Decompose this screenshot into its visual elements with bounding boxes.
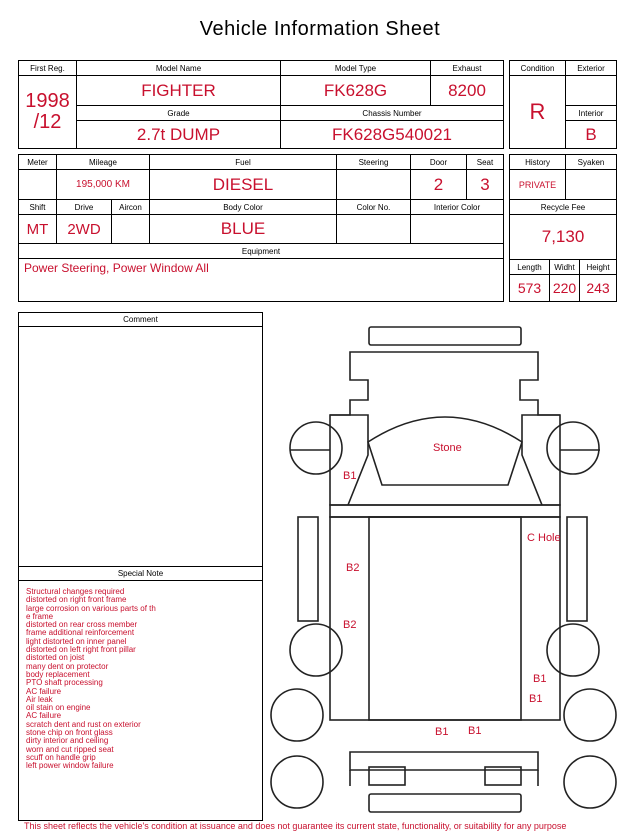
condition-label: Condition bbox=[510, 61, 566, 76]
note-item: e frame bbox=[26, 611, 54, 621]
length-label: Length bbox=[510, 260, 550, 275]
mark-b1-right-lower: B1 bbox=[529, 693, 543, 705]
right-side-panel bbox=[567, 517, 587, 621]
aircon-label: Aircon bbox=[112, 200, 150, 215]
syaken-label: Syaken bbox=[566, 155, 617, 170]
steering-value bbox=[337, 170, 411, 200]
note-item: many dent on protector bbox=[26, 661, 109, 671]
comment-panel bbox=[18, 312, 263, 567]
exhaust-value: 8200 bbox=[431, 76, 504, 106]
page-title: Vehicle Information Sheet bbox=[199, 18, 441, 40]
door-label: Door bbox=[411, 155, 467, 170]
note-item: Structural changes required bbox=[26, 587, 125, 596]
color-no-label: Color No. bbox=[337, 200, 411, 215]
spare-right-wheel bbox=[564, 756, 616, 808]
body-color-value: BLUE bbox=[150, 215, 337, 244]
body-color-label: Body Color bbox=[150, 200, 337, 215]
door-value: 2 bbox=[411, 170, 467, 200]
note-item: distorted on joist bbox=[26, 653, 85, 663]
history-label: History bbox=[510, 155, 566, 170]
fuel-value: DIESEL bbox=[150, 170, 337, 200]
shift-value: MT bbox=[19, 215, 57, 244]
front-bumper bbox=[369, 327, 521, 345]
steering-label: Steering bbox=[337, 155, 411, 170]
width-value: 220 bbox=[550, 275, 580, 302]
specs-table bbox=[18, 154, 504, 302]
interior-color-value bbox=[411, 215, 504, 244]
first-reg-month: /12 bbox=[33, 111, 62, 133]
cab-back bbox=[330, 505, 560, 517]
first-reg-label: First Reg. bbox=[19, 61, 77, 76]
seat-label: Seat bbox=[467, 155, 504, 170]
note-item: oil stain on engine bbox=[26, 703, 91, 713]
equipment-value: Power Steering, Power Window All bbox=[19, 259, 504, 302]
grade-label: Grade bbox=[77, 106, 281, 121]
rear-bumper bbox=[369, 794, 521, 812]
vehicle-info-table bbox=[18, 60, 504, 149]
mark-c-hole: C Hole bbox=[527, 532, 561, 544]
shift-label: Shift bbox=[19, 200, 57, 215]
exterior-label: Exterior bbox=[566, 61, 617, 76]
drive-label: Drive bbox=[57, 200, 112, 215]
mark-b1-bottom-left: B1 bbox=[435, 726, 449, 738]
height-label: Height bbox=[580, 260, 617, 275]
first-reg-year: 1998 bbox=[25, 90, 70, 112]
mark-b2-lower: B2 bbox=[343, 619, 357, 631]
chassis-number-label: Chassis Number bbox=[281, 106, 504, 121]
meter-value bbox=[19, 170, 57, 200]
note-item: PTO shaft processing bbox=[26, 678, 103, 688]
model-name-value: FIGHTER bbox=[77, 76, 281, 106]
truck-damage-diagram bbox=[270, 310, 640, 820]
recycle-fee-label: Recycle Fee bbox=[510, 200, 617, 215]
mileage-value: 195,000 KM bbox=[57, 170, 150, 200]
rear-left-wheel bbox=[271, 689, 323, 741]
mark-stone: Stone bbox=[433, 442, 462, 454]
exhaust-label: Exhaust bbox=[431, 61, 504, 76]
first-reg-value bbox=[19, 76, 77, 149]
note-item: scratch dent and rust on exterior bbox=[26, 719, 141, 729]
spare-left-wheel bbox=[271, 756, 323, 808]
note-item: large corrosion on various parts of th bbox=[26, 603, 156, 613]
mid-left-wheel bbox=[290, 624, 342, 676]
color-no-value bbox=[337, 215, 411, 244]
note-item: distorted on left right front pillar bbox=[26, 645, 136, 655]
note-item: Air leak bbox=[26, 694, 53, 704]
special-note-label: Special Note bbox=[19, 567, 262, 581]
condition-table bbox=[509, 60, 617, 149]
interior-color-label: Interior Color bbox=[411, 200, 504, 215]
mileage-label: Mileage bbox=[57, 155, 150, 170]
front-right-wheel bbox=[547, 422, 599, 474]
mid-right-wheel bbox=[547, 624, 599, 676]
note-item: left power window failure bbox=[26, 761, 114, 771]
special-note-panel bbox=[18, 566, 263, 821]
cargo-bed bbox=[330, 517, 560, 720]
cab-outline bbox=[330, 352, 560, 505]
model-type-label: Model Type bbox=[281, 61, 431, 76]
right-door bbox=[522, 415, 560, 505]
note-item: stone chip on front glass bbox=[26, 728, 113, 738]
history-value: PRIVATE bbox=[510, 170, 566, 200]
seat-value: 3 bbox=[467, 170, 504, 200]
width-label: Widht bbox=[550, 260, 580, 275]
front-left-wheel bbox=[290, 422, 342, 474]
recycle-fee-value: 7,130 bbox=[510, 215, 617, 260]
special-note-list bbox=[26, 588, 156, 771]
left-side-panel bbox=[298, 517, 318, 621]
mark-b1-right-upper: B1 bbox=[533, 673, 547, 685]
mark-b2-upper: B2 bbox=[346, 562, 360, 574]
interior-label: Interior bbox=[566, 106, 617, 121]
mark-b1-left-cab: B1 bbox=[343, 470, 357, 482]
equipment-label: Equipment bbox=[19, 244, 504, 259]
comment-label: Comment bbox=[19, 313, 262, 327]
chassis-number-value: FK628G540021 bbox=[281, 121, 504, 149]
note-item: light distorted on inner panel bbox=[26, 636, 127, 646]
drive-value: 2WD bbox=[57, 215, 112, 244]
model-name-label: Model Name bbox=[77, 61, 281, 76]
meter-label: Meter bbox=[19, 155, 57, 170]
fuel-label: Fuel bbox=[150, 155, 337, 170]
cargo-floor bbox=[369, 517, 521, 720]
note-item: frame additional reinforcement bbox=[26, 628, 135, 638]
note-item: dirty interior and ceiling bbox=[26, 736, 109, 746]
rear-right-wheel bbox=[564, 689, 616, 741]
disclaimer-footer: This sheet reflects the vehicle's condition at issuance and does not guarantee its current state, functionality, or suitability for any purpose bbox=[24, 821, 567, 831]
model-type-value: FK628G bbox=[281, 76, 431, 106]
note-item: AC failure bbox=[26, 711, 62, 721]
note-item: scuff on handle grip bbox=[26, 752, 96, 762]
syaken-value bbox=[566, 170, 617, 200]
note-item: AC failure bbox=[26, 686, 62, 696]
condition-value: R bbox=[510, 76, 566, 149]
mark-b1-bottom-right: B1 bbox=[468, 725, 482, 737]
aircon-value bbox=[112, 215, 150, 244]
note-item: worn and cut ripped seat bbox=[26, 744, 114, 754]
exterior-value bbox=[566, 76, 617, 106]
left-door bbox=[330, 415, 368, 505]
interior-value: B bbox=[566, 121, 617, 149]
grade-value: 2.7t DUMP bbox=[77, 121, 281, 149]
note-item: distorted on right front frame bbox=[26, 595, 127, 605]
length-value: 573 bbox=[510, 275, 550, 302]
note-item: distorted on rear cross member bbox=[26, 620, 138, 630]
height-value: 243 bbox=[580, 275, 617, 302]
history-table bbox=[509, 154, 617, 302]
note-item: body replacement bbox=[26, 669, 90, 679]
